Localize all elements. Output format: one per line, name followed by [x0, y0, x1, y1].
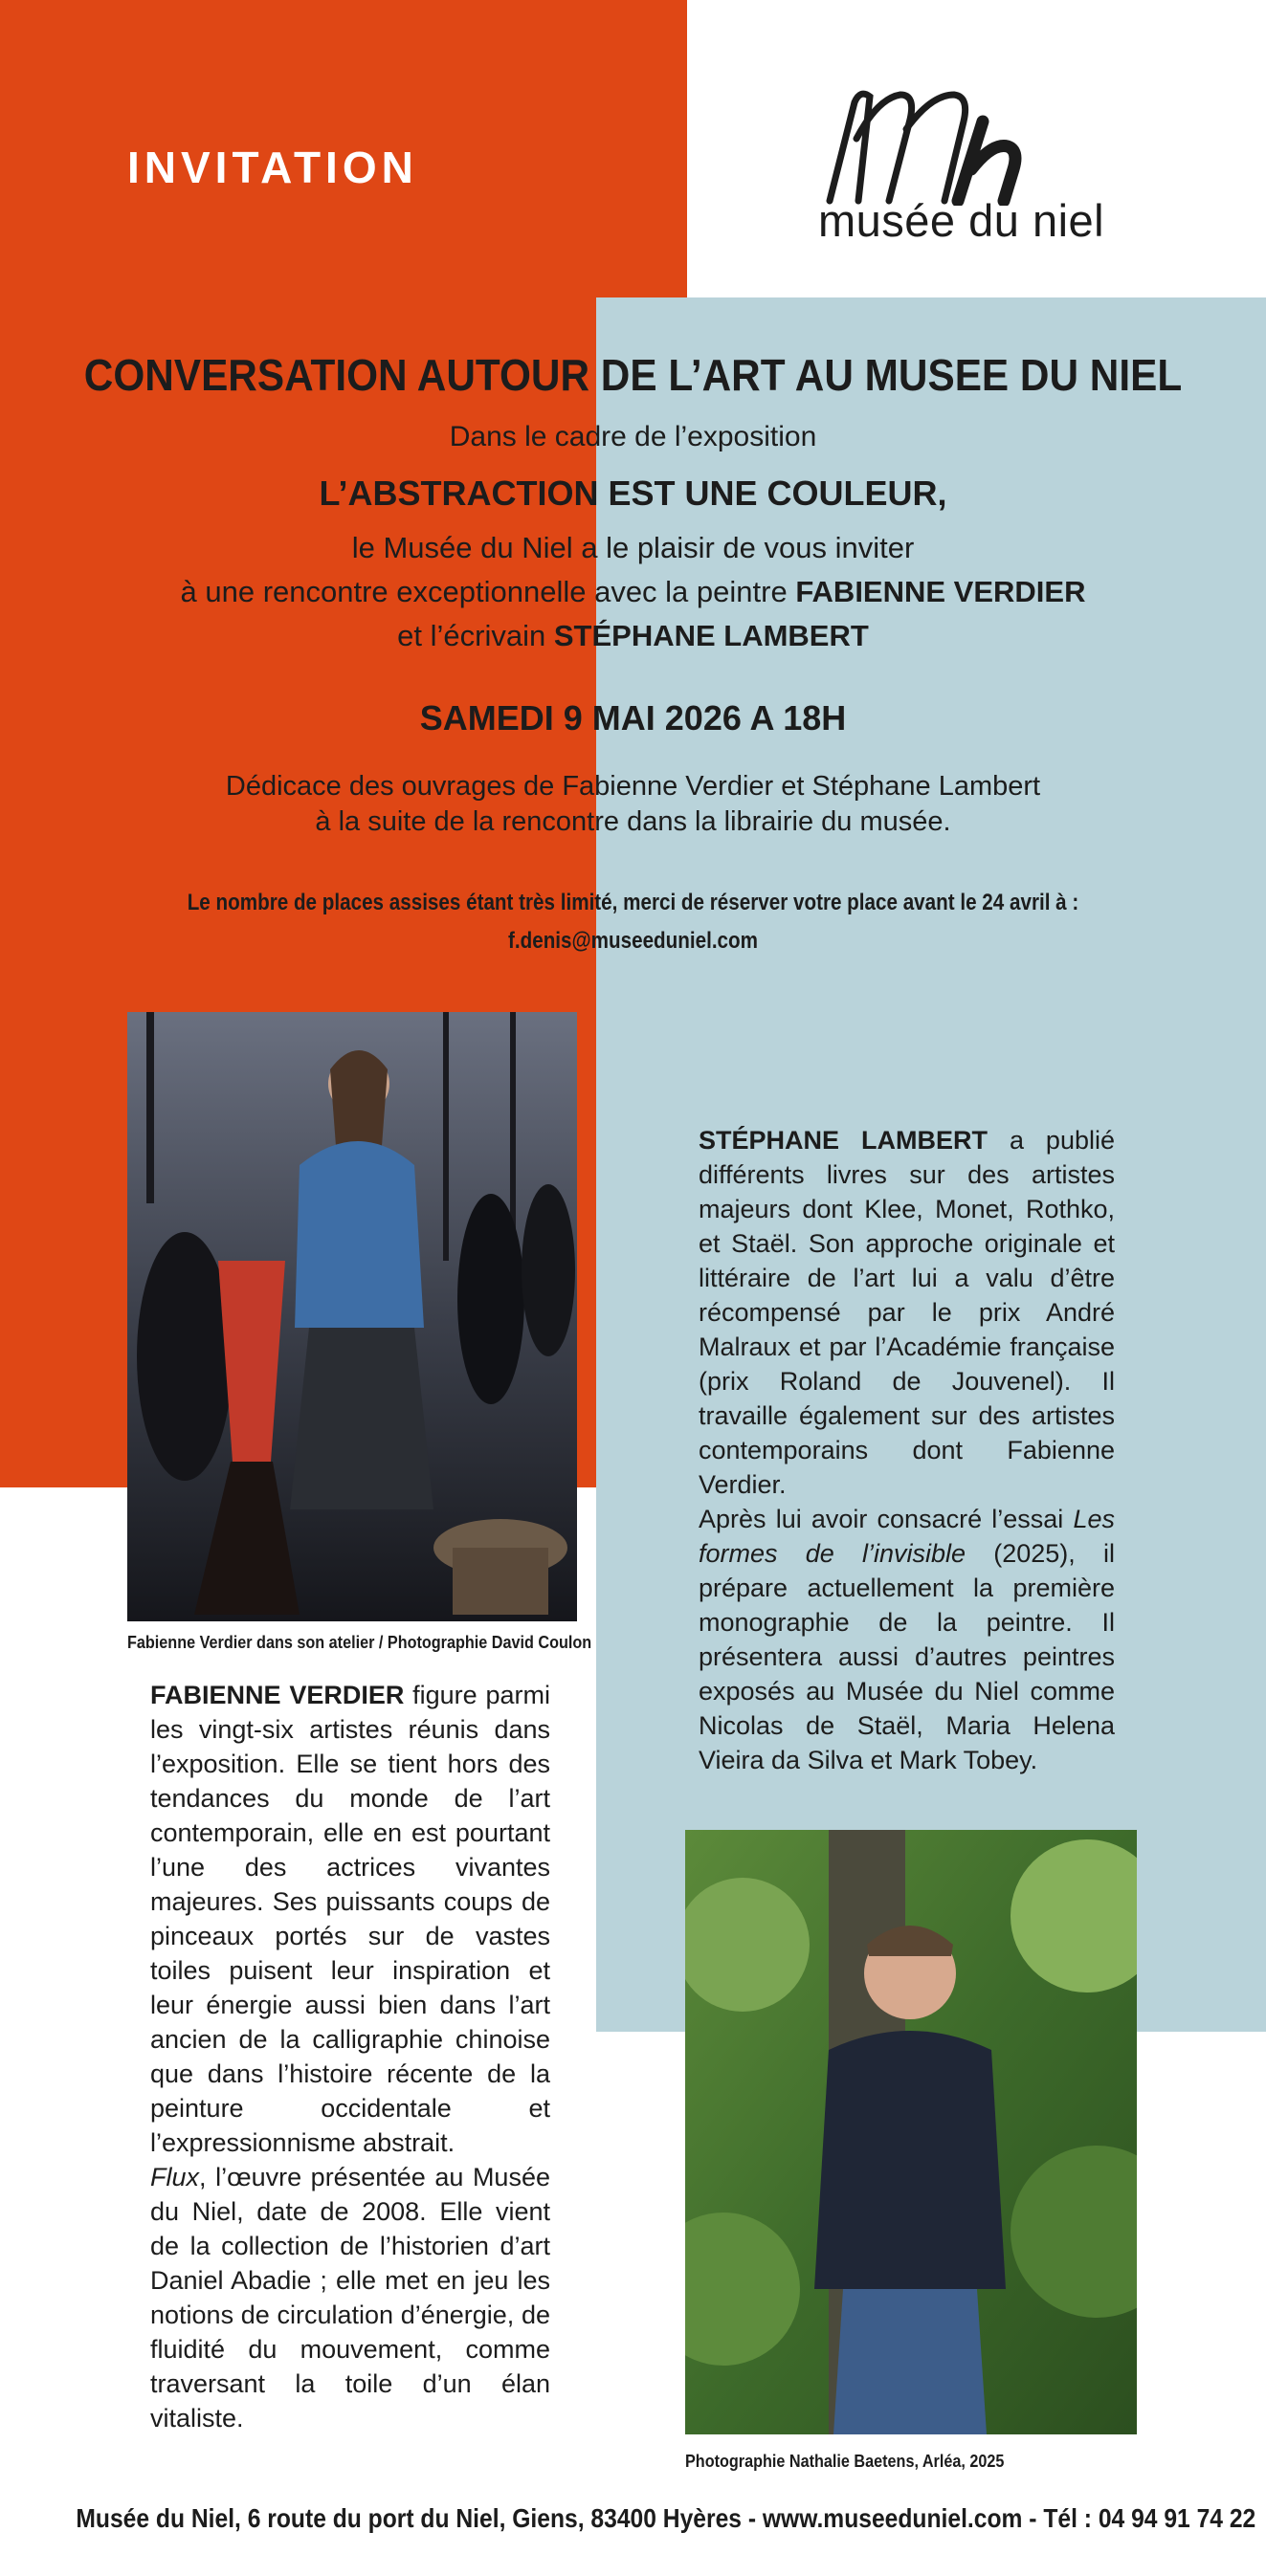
- reservation-notice: Le nombre de places assises étant très limité, merci de réserver votre place avant le 24 avril à :: [187, 890, 1079, 915]
- lambert-bio-text-2-prefix: Après lui avoir consacré l’essai: [699, 1505, 1074, 1533]
- verdier-bio-text-2: , l’œuvre présentée au Musée du Niel, date de 2008. Elle vient de la collection de l’historien d’art Daniel Abadie ; elle met en jeu les notions de circulation d’énergie, de fluidité du mouvement, comme traversant la toile d’un élan vitaliste.: [150, 2163, 550, 2433]
- footer-contact: Musée du Niel, 6 route du port du Niel, Giens, 83400 Hyères - www.museeduniel.com - Tél : 04 94 91 74 22: [76, 2503, 1256, 2533]
- meeting-writer-prefix: et l’écrivain: [397, 619, 554, 652]
- lambert-bio-text-2-suffix: (2025), il prépare actuellement la première monographie de la peintre. Il présentera aussi d’autres peintres exposés au Musée du Niel comme Nicolas de Staël, Maria Helena Vieira da Silva et Mark Tobey.: [699, 1539, 1115, 1774]
- meeting-painter-prefix: à une rencontre exceptionnelle avec la peintre: [180, 575, 796, 608]
- event-title: CONVERSATION AUTOUR DE L’ART AU MUSEE DU NIEL: [83, 350, 1183, 400]
- verdier-photo: [127, 1012, 577, 1621]
- reservation-email[interactable]: f.denis@museeduniel.com: [508, 928, 758, 954]
- artwork-title: Flux: [150, 2163, 200, 2191]
- lambert-photo: [685, 1830, 1137, 2434]
- verdier-bio: [150, 1678, 550, 2435]
- verdier-bio-text-1: figure parmi les vingt-six artistes réunis dans l’exposition. Elle se tient hors des tendances du monde de l’art contemporain, elle en est pourtant l’une des actrices vivantes majeures. Ses puissants coups de pinceaux portés sur de vastes toiles puisent leur inspiration et leur énergie aussi bien dans l’art ancien de la calligraphie chinoise que dans l’histoire récente de la peinture occidentale et l’expressionnisme abstrait.: [150, 1681, 550, 2157]
- event-date: SAMEDI 9 MAI 2026 A 18H: [419, 698, 847, 738]
- museum-logo: [818, 81, 1105, 253]
- verdier-photo-caption: Fabienne Verdier dans son atelier / Photographie David Coulon: [127, 1633, 592, 1652]
- mn-logo-icon: [818, 81, 1029, 206]
- museum-logo-text: musée du niel: [818, 195, 1105, 246]
- lambert-bio-text-1: a publié différents livres sur des artistes majeurs dont Klee, Monet, Rothko, et Staël. Son approche originale et littéraire de l’art lui a valu d’être récompensé par le prix André Malraux et par l’Académie française (prix Roland de Jouvenel). Il travaille également sur des artistes contemporains dont Fabienne Verdier.: [699, 1126, 1115, 1499]
- verdier-bio-paragraph-1: [150, 1678, 550, 2160]
- lambert-photo-caption: Photographie Nathalie Baetens, Arléa, 2025: [685, 2452, 1005, 2471]
- lambert-bio-paragraph-2: [699, 1502, 1115, 1777]
- invitation-label: INVITATION: [127, 143, 418, 192]
- lambert-bio-paragraph-1: [699, 1123, 1115, 1502]
- painter-name: FABIENNE VERDIER: [795, 575, 1086, 608]
- dedication-line-1: Dédicace des ouvrages de Fabienne Verdier et Stéphane Lambert: [225, 771, 1041, 802]
- exhibition-intro: Dans le cadre de l’exposition: [449, 421, 817, 452]
- invitation-line: le Musée du Niel a le plaisir de vous inviter: [351, 531, 915, 564]
- lambert-bio: [699, 1123, 1115, 1777]
- essay-title: Les formes de l’invisible: [699, 1505, 1115, 1568]
- meeting-painter-line: [0, 575, 1266, 609]
- exhibition-title: L’ABSTRACTION EST UNE COULEUR,: [319, 473, 947, 513]
- meeting-writer-line: [0, 619, 1266, 653]
- lambert-name: STÉPHANE LAMBERT: [699, 1126, 988, 1155]
- verdier-name: FABIENNE VERDIER: [150, 1681, 405, 1709]
- verdier-bio-paragraph-2: [150, 2160, 550, 2435]
- writer-name: STÉPHANE LAMBERT: [553, 619, 869, 652]
- dedication-line-2: à la suite de la rencontre dans la librairie du musée.: [315, 806, 951, 837]
